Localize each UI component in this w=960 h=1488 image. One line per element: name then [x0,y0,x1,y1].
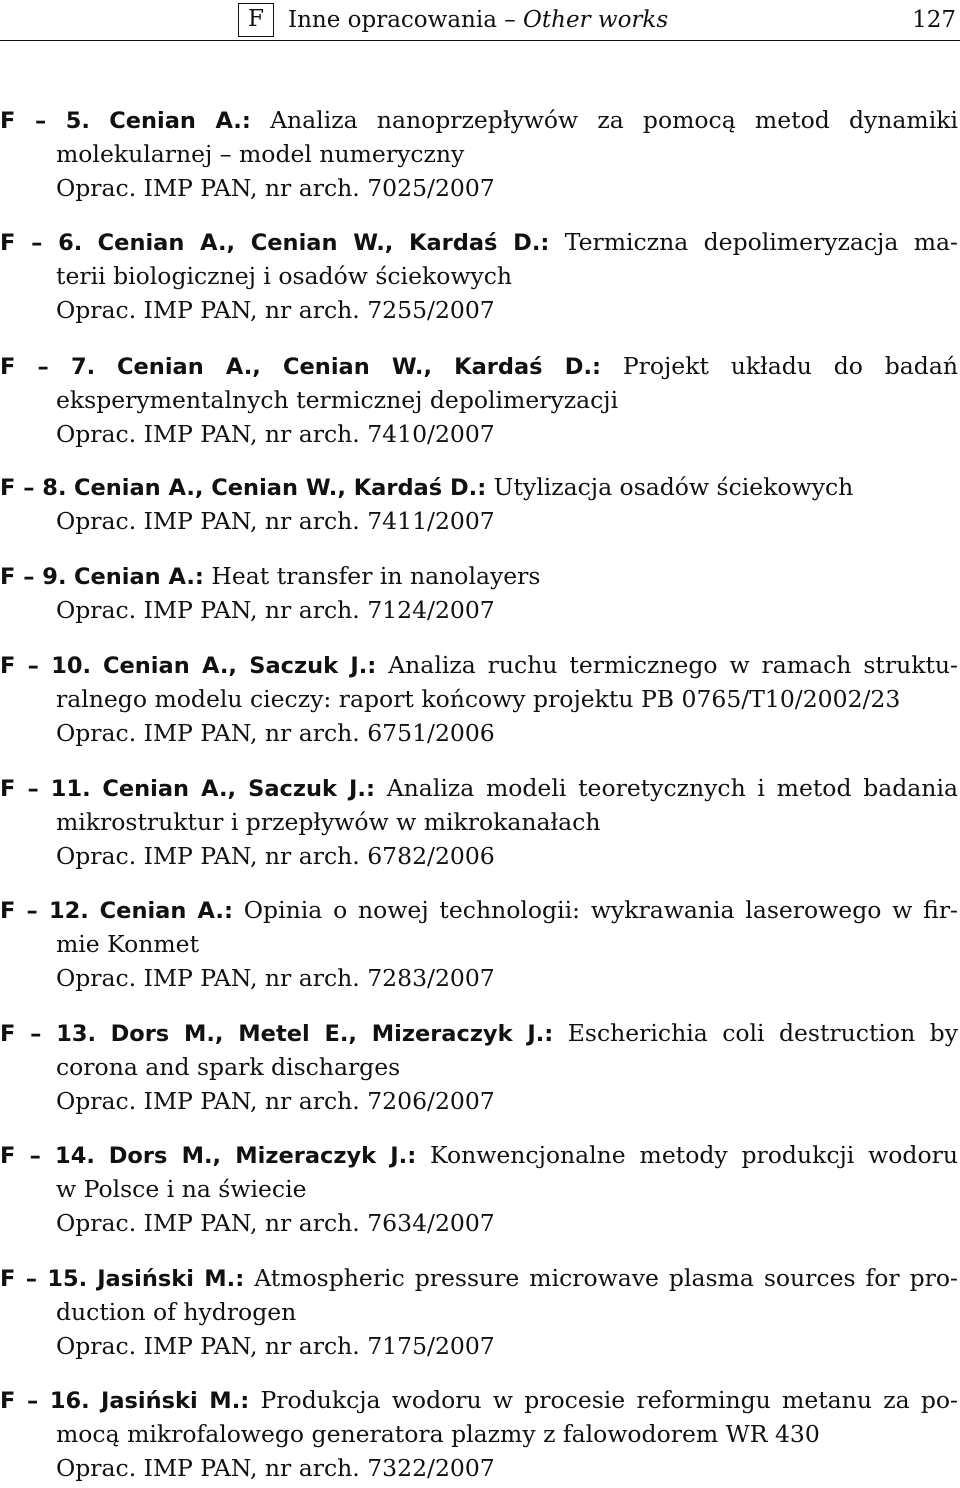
entry-line [0,1138,958,1172]
entry-code: F – 6. [0,230,83,256]
entry-colon: : [407,1143,417,1169]
entry-archive: Oprac. IMP PAN, nr arch. 7025/2007 [56,174,495,202]
entry-title-line: Opinia o nowej technologii: wykrawania laserowego w fir- [243,896,958,924]
entry-code: F – 5. [0,108,90,134]
entry-title-line: Atmospheric pressure microwave plasma sources for pro- [254,1264,958,1292]
entry-title-line: Utylizacja osadów ściekowych [493,473,854,501]
entry-authors: Cenian A. [109,108,242,134]
entry-title-line: Heat transfer in nanolayers [211,562,541,590]
entry-authors: Dors M., Mizeraczyk J. [108,1143,408,1169]
entry-title-line: Analiza ruchu termicznego w ramach struktu- [388,651,958,679]
entry-title-line: ralnego modelu cieczy: raport końcowy projektu PB 0765/T10/2002/23 [56,685,901,713]
entry-line [0,771,958,805]
entry-title-line: w Polsce i na świecie [56,1175,307,1203]
running-header [0,0,960,41]
bibliography-entry [0,225,958,327]
bibliography-entry [0,1261,958,1363]
entry-code: F – 16. [0,1388,90,1414]
entry-title-line: duction of hydrogen [56,1298,297,1326]
entry-title-line: mikrostruktur i przepływów w mikrokanałach [56,808,601,836]
entry-archive: Oprac. IMP PAN, nr arch. 7322/2007 [56,1454,495,1482]
entry-archive: Oprac. IMP PAN, nr arch. 6782/2006 [56,842,495,870]
entry-authors: Jasiński M. [100,1388,241,1414]
section-letter-box: F [238,3,274,37]
bibliography-entry [0,1016,958,1118]
entry-authors: Cenian A., Saczuk J. [103,653,368,679]
entry-colon: : [194,564,204,590]
entry-line [0,1295,958,1329]
entry-title-line: mie Konmet [56,930,200,958]
entry-code: F – 15. [0,1266,88,1292]
entry-title-line: Termiczna depolimeryzacja ma- [564,228,958,256]
page-number: 127 [912,7,956,33]
entry-colon: : [365,776,375,802]
header-dash: – [504,7,516,33]
entry-authors: Cenian A., Cenian W., Kardaś D. [97,230,541,256]
entry-code: F – 14. [0,1143,95,1169]
entry-line [0,349,958,383]
entry-line [0,383,958,417]
entry-archive: Oprac. IMP PAN, nr arch. 7175/2007 [56,1332,495,1360]
entry-colon: : [241,108,251,134]
bibliography-entry [0,1383,958,1485]
header-title-pl: Inne opracowania [288,7,497,33]
entry-authors: Cenian A., Saczuk J. [102,776,366,802]
entry-archive: Oprac. IMP PAN, nr arch. 7410/2007 [56,420,495,448]
entry-line [0,470,958,504]
header-title [288,3,668,37]
bibliography-entry [0,349,958,451]
entry-line [0,927,958,961]
entry-line [0,559,958,593]
entry-archive: Oprac. IMP PAN, nr arch. 6751/2006 [56,719,495,747]
entry-authors: Cenian A., Cenian W., Kardaś D. [117,354,592,380]
entry-line [0,259,958,293]
entry-title-line: Produkcja wodoru w procesie reformingu metanu za po- [260,1386,958,1414]
entry-line [0,682,958,716]
entry-code: F – 9. [0,564,67,590]
entry-title-line: corona and spark discharges [56,1053,401,1081]
entry-line [0,1417,958,1451]
entry-colon: : [544,1021,554,1047]
entry-line [0,648,958,682]
entry-colon: : [540,230,550,256]
entry-line [0,805,958,839]
entry-code: F – 13. [0,1021,97,1047]
entry-colon: : [235,1266,245,1292]
entry-code: F – 8. [0,475,67,501]
bibliography-entry [0,559,958,627]
entry-line [0,225,958,259]
entry-archive: Oprac. IMP PAN, nr arch. 7411/2007 [56,507,495,535]
entry-line [0,1172,958,1206]
bibliography-entry [0,893,958,995]
entry-authors: Cenian A. [99,898,224,924]
entry-code: F – 7. [0,354,96,380]
bibliography-entry [0,1138,958,1240]
header-title-en: Other works [523,7,669,33]
entry-title-line: Analiza nanoprzepływów za pomocą metod dynamiki [270,106,958,134]
entry-authors: Dors M., Metel E., Mizeraczyk J. [110,1021,545,1047]
entry-authors: Cenian A., Cenian W., Kardaś D. [73,475,478,501]
bibliography-entry [0,103,958,205]
entry-title-line: eksperymentalnych termicznej depolimeryzacji [56,386,619,414]
entry-code: F – 12. [0,898,89,924]
entry-archive: Oprac. IMP PAN, nr arch. 7124/2007 [56,596,495,624]
entry-line [0,1383,958,1417]
entry-code: F – 11. [0,776,91,802]
bibliography-entry [0,648,958,750]
entry-title-line: Escherichia coli destruction by [567,1019,958,1047]
entry-title-line: Konwencjonalne metody produkcji wodoru [430,1141,958,1169]
entry-authors: Cenian A. [73,564,195,590]
entry-colon: : [592,354,601,380]
entry-colon: : [477,475,487,501]
entry-title-line: Analiza modeli teoretycznych i metod badania [386,774,958,802]
entry-colon: : [223,898,233,924]
entry-title-line: molekularnej – model numeryczny [56,140,465,168]
entry-line [0,137,958,171]
entry-line [0,103,958,137]
entry-colon: : [367,653,377,679]
entry-archive: Oprac. IMP PAN, nr arch. 7255/2007 [56,296,495,324]
entry-archive: Oprac. IMP PAN, nr arch. 7283/2007 [56,964,495,992]
entry-authors: Jasiński M. [97,1266,236,1292]
entry-colon: : [240,1388,250,1414]
entry-title-line: Projekt układu do badań [622,352,958,380]
bibliography-entry [0,470,958,538]
entry-code: F – 10. [0,653,92,679]
entry-title-line: mocą mikrofalowego generatora plazmy z falowodorem WR 430 [56,1420,820,1448]
entry-line [0,1016,958,1050]
entry-line [0,893,958,927]
bibliography-entry [0,771,958,873]
entry-title-line: terii biologicznej i osadów ściekowych [56,262,513,290]
entry-archive: Oprac. IMP PAN, nr arch. 7634/2007 [56,1209,495,1237]
entry-line [0,1261,958,1295]
entry-line [0,1050,958,1084]
entry-archive: Oprac. IMP PAN, nr arch. 7206/2007 [56,1087,495,1115]
